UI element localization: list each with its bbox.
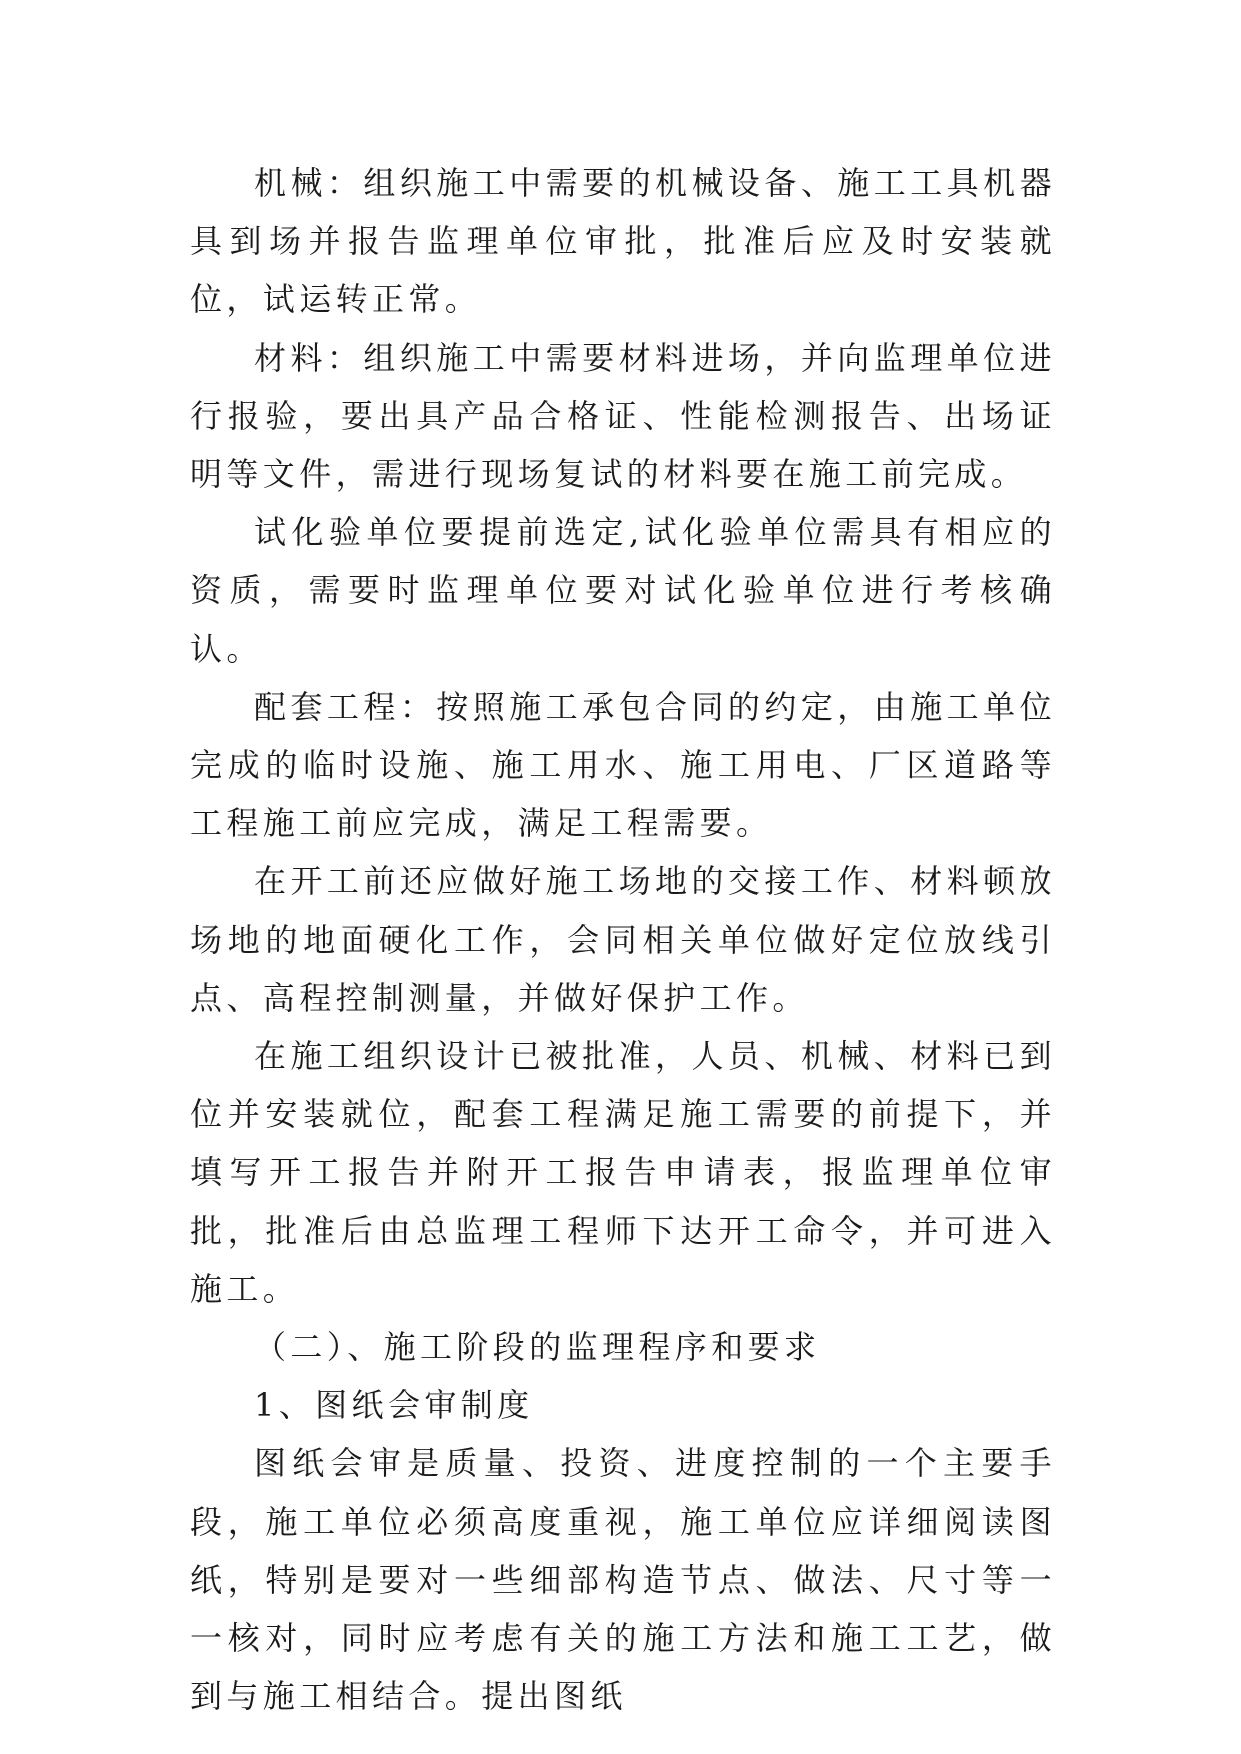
paragraph-commencement: 在施工组织设计已被批准，人员、机械、材料已到位并安装就位，配套工程满足施工需要的前提下，并填写开工报告并附开工报告申请表，报监理单位审批，批准后由总监理工程师下达开工命令，并可进入施工。 (190, 1037, 1056, 1308)
section-heading: （二）、施工阶段的监理程序和要求 (254, 1328, 821, 1367)
paragraph-materials: 材料：组织施工中需要材料进场，并向监理单位进行报验，要出具产品合格证、性能检测报告、出场证明等文件，需进行现场复试的材料要在施工前完成。 (190, 338, 1056, 494)
paragraph-drawing-review: 图纸会审是质量、投资、进度控制的一个主要手段，施工单位必须高度重视，施工单位应详细阅读图纸，特别是要对一些细部构造节点、做法、尺寸等一一核对，同时应考虑有关的施工方法和施工工艺，做到与施工相结合。提出图纸 (190, 1444, 1056, 1716)
document-body (190, 154, 1056, 1725)
paragraph-machinery: 机械：组织施工中需要的机械设备、施工工具机器具到场并报告监理单位审批，批准后应及时安装就位，试运转正常。 (190, 164, 1056, 319)
paragraph-testing-lab: 试化验单位要提前选定,试化验单位需具有相应的资质，需要时监理单位要对试化验单位进行考核确认。 (190, 513, 1056, 668)
subsection-heading: 1、图纸会审制度 (254, 1386, 534, 1425)
paragraph-supporting-works: 配套工程：按照施工承包合同的约定，由施工单位完成的临时设施、施工用水、施工用电、厂区道路等工程施工前应完成，满足工程需要。 (190, 687, 1056, 843)
paragraph-site-handover: 在开工前还应做好施工场地的交接工作、材料顿放场地的地面硬化工作，会同相关单位做好定位放线引点、高程控制测量，并做好保护工作。 (190, 862, 1056, 1017)
